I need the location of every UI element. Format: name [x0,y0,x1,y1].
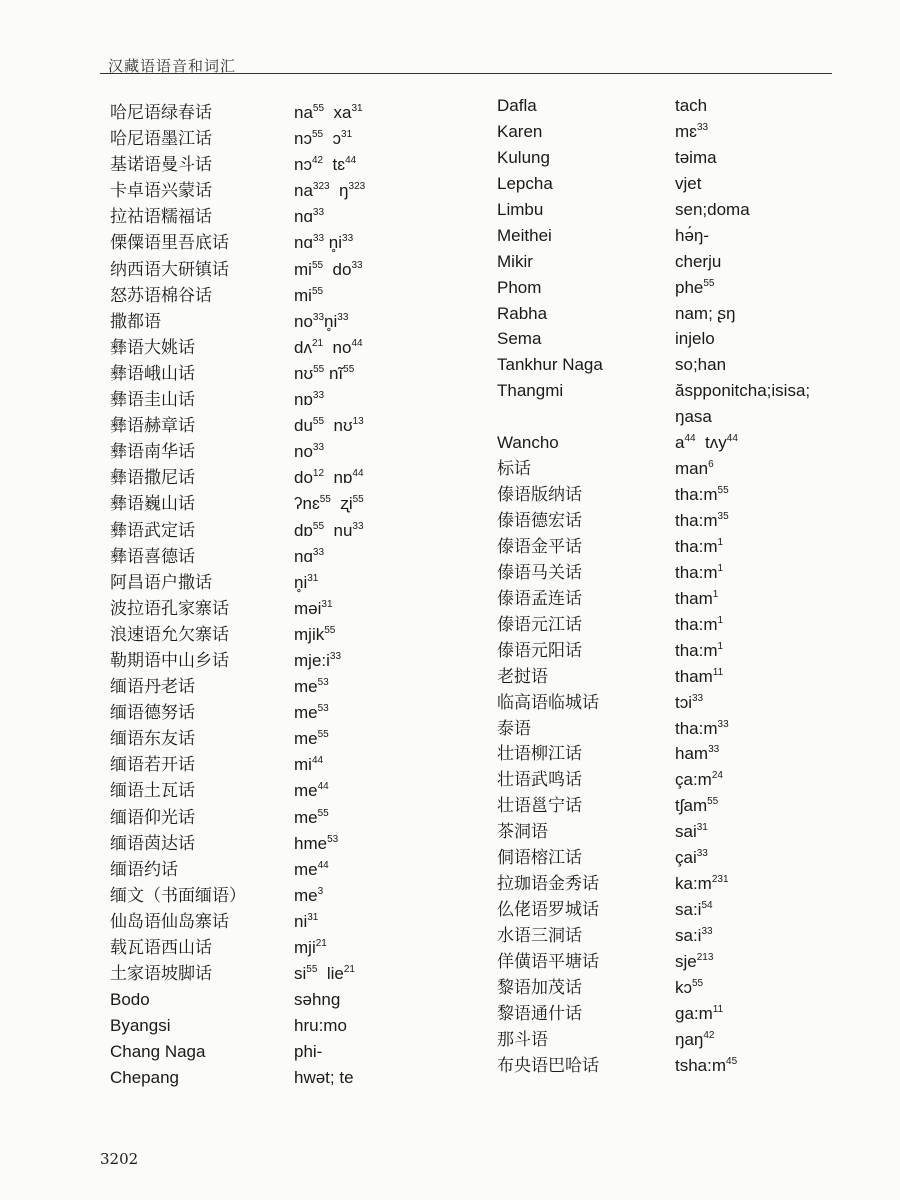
word-form: hru:mo [294,1016,347,1036]
word-form: sje$^{213}$ [675,951,714,971]
language-name: Rabha [497,303,548,323]
language-name: 彝语喜德话 [110,546,195,567]
language-name: 怒苏语棉谷话 [110,285,212,306]
language-name: Lepcha [497,173,553,193]
language-name: 仫佬语罗城话 [497,900,599,921]
word-form: kɔ$^{55}$ [675,977,704,997]
language-name: 缅语东友话 [110,729,195,750]
language-name: 傣语孟连话 [497,588,582,609]
word-form: çai$^{33}$ [675,848,708,868]
word-form: $tha:m^1$ [675,614,724,634]
language-name: 仙岛语仙岛寨话 [110,911,229,932]
language-name: Meithei [497,225,552,245]
language-name: 阿昌语户撒话 [110,572,212,593]
language-name: 茶洞语 [497,822,548,843]
language-name: 拉祜语糯福话 [110,207,212,228]
language-name: 傣语马关话 [497,562,582,583]
word-form: $ni^{31}$ [294,911,319,931]
word-form: tʃam$^{55}$ [675,796,719,816]
running-header-title: 汉藏语语音和词汇 [108,57,237,75]
word-form: phe$^{55}$ [675,277,715,297]
language-name: 缅语仰光话 [110,807,195,828]
language-name: 傣语元江话 [497,614,582,635]
language-name: 布央语巴哈话 [497,1055,599,1076]
language-name: 勒期语中山乡话 [110,650,229,671]
language-name: Chepang [110,1068,180,1088]
word-form: sen;doma [675,199,750,219]
word-form: $mi^{44}$ [294,755,324,775]
word-form: $a^{44}$ tʌy$^{44}$ [675,433,738,453]
language-name: 缅文（书面缅语） [110,885,246,906]
word-form: ham$^{33}$ [675,744,720,764]
language-name: Bodo [110,990,150,1010]
language-name: 彝语南华话 [110,442,195,463]
word-form: $tha:m^{33}$ [675,718,729,738]
language-name: 波拉语孔家寨话 [110,598,229,619]
word-form: ăspponitcha;isisa; [675,381,811,401]
word-form: injelo [675,329,715,349]
word-form: dɒ$^{55}$ $nu^{33}$ [294,520,364,540]
word-form: $ça:m^{24}$ [675,770,723,790]
language-name: 哈尼语墨江话 [110,129,212,150]
word-form: dʌ$^{21}$ $no^{44}$ [294,337,363,357]
word-form: nɑ$^{33}$ $n̥i^{33}$ [294,233,354,253]
language-name: 壮语柳江话 [497,744,582,765]
language-name: Limbu [497,199,544,219]
word-form: $sa:i^{54}$ [675,900,713,920]
language-name: Dafla [497,96,537,115]
language-name: 傣语金平话 [497,536,582,557]
language-name: 那斗语 [497,1029,548,1050]
language-name: 缅语德努话 [110,703,195,724]
language-name: 傣语元阳话 [497,640,582,661]
word-form: tham$^{11}$ [675,666,724,686]
word-form: hme$^{53}$ [294,833,339,853]
language-name: 标话 [497,459,531,480]
word-form: $me^3$ [294,885,324,905]
word-form: tɔi$^{33}$ [675,692,704,712]
word-form: nɔ$^{55}$ ɔ$^{31}$ [294,129,353,149]
word-form: vjet [675,173,702,193]
word-form: $tha:m^{55}$ [675,485,729,505]
word-form: $ka:m^{231}$ [675,874,729,894]
word-form: $n̥i^{31}$ [294,572,319,592]
word-form: phi- [294,1042,323,1062]
language-name: 纳西语大研镇话 [110,259,229,280]
word-form: nɑ$^{33}$ [294,546,325,566]
word-form: $mi^{55}$ [294,285,324,305]
language-name: 老挝语 [497,666,548,687]
language-name: 傣语德宏话 [497,511,582,531]
language-name: 缅语土瓦话 [110,781,195,802]
language-name: 黎语加茂话 [497,977,582,998]
language-name: 侗语榕江话 [497,848,582,869]
language-name: 彝语赫章话 [110,416,195,437]
language-name: 浪速语允欠寨话 [110,624,229,645]
word-form: səhng [294,990,341,1010]
word-form: ŋasa [675,407,712,427]
word-form: $na^{55}$ $xa^{31}$ [294,103,363,122]
word-form: $ga:m^{11}$ [675,1003,724,1023]
language-name: 撒都语 [110,311,161,332]
word-form: $mje:i^{33}$ [294,650,342,670]
word-form: $me^{44}$ [294,859,329,879]
word-form: nɒ$^{33}$ [294,390,325,410]
language-name: 缅语约话 [110,859,178,880]
language-name: Sema [497,329,542,349]
language-name: 哈尼语绿春话 [110,103,212,123]
language-name: 土家语坡脚话 [110,964,212,985]
word-form: $na^{323}$ $ŋ^{323}$ [294,181,366,201]
word-form: mɛ$^{33}$ [675,121,709,141]
language-name: 佯僙语平塘话 [497,951,599,972]
word-form: $me^{53}$ [294,703,329,723]
word-form: man$^6$ [675,459,714,479]
language-name: Kulung [497,147,550,167]
language-name: Phom [497,277,542,297]
word-form: $du^{55}$ nʊ$^{13}$ [294,416,364,436]
word-form: mjik$^{55}$ [294,624,336,644]
language-name: 彝语巍山话 [110,494,195,515]
language-name: 缅语茵达话 [110,833,195,854]
word-form: $me^{55}$ [294,807,329,827]
word-form: ŋaŋ$^{42}$ [675,1029,715,1049]
word-form: ʔnɛ$^{55}$ ʐi$^{55}$ [294,494,364,514]
word-form: məi$^{31}$ [294,598,333,618]
word-form: $no^{33}n̥i^{33}$ [294,311,349,331]
language-name: Tankhur Naga [497,355,603,375]
word-form: $sa:i^{33}$ [675,926,713,945]
language-name: Karen [497,121,543,141]
word-form: tach [675,96,708,115]
word-form: $tsha:m^{45}$ [675,1055,738,1075]
word-form: $tha:m^{35}$ [675,511,729,530]
word-form: $tha:m^1$ [675,536,724,556]
word-form: cherju [675,251,722,271]
language-name: 彝语撒尼话 [110,468,195,489]
word-form: nam; ʂŋ [675,303,736,323]
language-name: 黎语通什话 [497,1003,582,1024]
language-name: 彝语大姚话 [110,337,195,358]
word-form: $si^{55}$ lie$^{21}$ [294,964,355,984]
word-form: $tha:m^1$ [675,640,724,660]
language-name: Mikir [497,251,533,271]
word-form: tham$^1$ [675,588,719,608]
word-form: so;han [675,355,727,375]
language-name: 泰语 [497,718,531,739]
language-name: 水语三洞话 [497,926,582,946]
language-name: 彝语圭山话 [110,390,195,411]
word-form: təima [675,147,717,167]
language-name: 彝语峨山话 [110,363,195,384]
language-name: Wancho [497,433,559,453]
word-form: $mi^{55}$ $do^{33}$ [294,259,363,279]
word-form: mji$^{21}$ [294,938,327,957]
language-name: 拉珈语金秀话 [497,874,599,895]
word-form: $no^{33}$ [294,442,325,462]
word-form: $me^{53}$ [294,677,329,697]
word-form: nʊ$^{55}$ $nĩ^{55}$ [294,363,355,383]
language-name: 缅语若开话 [110,755,195,776]
word-form: sai$^{31}$ [675,822,708,842]
language-name: 临高语临城话 [497,692,599,713]
page-number: 3202 [100,1150,139,1168]
language-name: 彝语武定话 [110,520,195,541]
language-name: 载瓦语西山话 [110,938,212,958]
language-name: 傣语版纳话 [497,485,582,506]
language-name: 壮语邕宁话 [497,796,582,817]
language-name: Thangmi [497,381,564,401]
language-name: 傈僳语里吾底话 [110,233,229,254]
word-form: hwət; te [294,1068,354,1088]
language-name: Chang Naga [110,1042,206,1062]
language-name: 基诺语曼斗话 [110,155,212,176]
word-form: $do^{12}$ nɒ$^{44}$ [294,468,364,488]
word-form: $me^{55}$ [294,729,329,749]
language-name: Byangsi [110,1016,171,1036]
language-name: 卡卓语兴蒙话 [110,181,212,202]
language-name: 壮语武鸣话 [497,770,582,791]
word-form: nɑ$^{33}$ [294,207,325,227]
header-rule [100,73,832,74]
word-form: hə́ŋ- [675,225,710,245]
word-form: nɔ$^{42}$ tɛ$^{44}$ [294,155,357,175]
language-name: 缅语丹老话 [110,677,195,698]
word-form: $me^{44}$ [294,781,329,801]
word-form: $tha:m^1$ [675,562,724,582]
